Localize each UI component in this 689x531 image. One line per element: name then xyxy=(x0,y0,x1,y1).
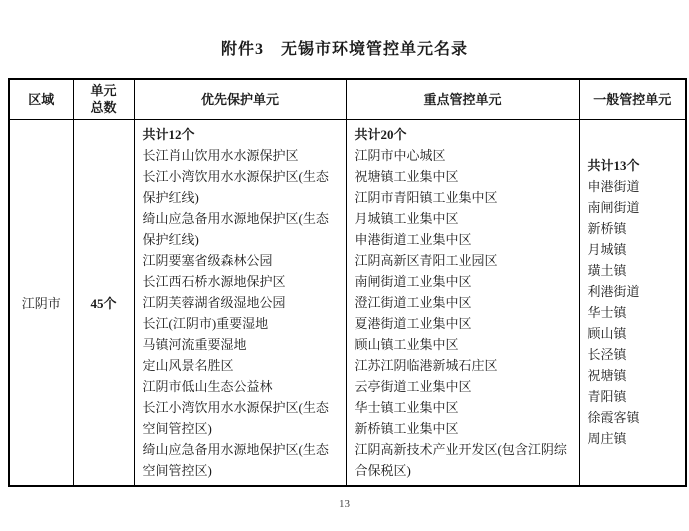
unit-list-item: 申港街道 xyxy=(587,179,640,195)
unit-list-item: 璜土镇 xyxy=(587,263,627,279)
unit-list-item: 绮山应急备用水源地保护区(生态保护红线) xyxy=(142,210,329,247)
table-header-row xyxy=(9,79,686,119)
unit-list-item: 华士镇工业集中区 xyxy=(354,399,459,415)
unit-list-item: 顾山镇 xyxy=(587,326,627,342)
unit-list-item: 青阳镇 xyxy=(587,389,627,405)
key-control-summary: 共计20个 xyxy=(354,126,407,142)
cell-region: 江阴市 xyxy=(9,119,73,486)
unit-list-item: 利港街道 xyxy=(587,284,640,300)
unit-list-item: 江阴市中心城区 xyxy=(354,147,446,163)
unit-list-item: 月城镇工业集中区 xyxy=(354,210,459,226)
unit-list-item: 绮山应急备用水源地保护区(生态空间管控区) xyxy=(142,441,329,478)
unit-list-item: 长江西石桥水源地保护区 xyxy=(142,273,286,289)
unit-list-item: 江苏江阴临港新城石庄区 xyxy=(354,357,498,373)
cell-unit-total: 45个 xyxy=(73,119,134,486)
header-region: 区域 xyxy=(9,79,73,119)
unit-list-item: 长江小湾饮用水水源保护区(生态保护红线) xyxy=(142,168,329,205)
unit-list-item: 长江肖山饮用水水源保护区 xyxy=(142,147,299,163)
unit-list-item: 夏港街道工业集中区 xyxy=(354,315,472,331)
unit-list-item: 江阴市低山生态公益林 xyxy=(142,378,273,394)
unit-list-item: 澄江街道工业集中区 xyxy=(354,294,472,310)
general-control-summary: 共计13个 xyxy=(587,158,640,174)
priority-unit-list xyxy=(143,145,341,481)
cell-key-control-units xyxy=(346,119,579,486)
unit-list-item: 周庄镇 xyxy=(587,431,627,447)
page-title: 附件3 无锡市环境管控单元名录 xyxy=(220,41,468,58)
unit-list-item: 华士镇 xyxy=(587,305,627,321)
unit-list-item: 新桥镇工业集中区 xyxy=(354,420,459,436)
header-priority-units: 优先保护单元 xyxy=(134,79,346,119)
header-general-control-units: 一般管控单元 xyxy=(579,79,686,119)
unit-list-item: 云亭街道工业集中区 xyxy=(354,378,472,394)
unit-list-item: 祝塘镇 xyxy=(587,368,627,384)
page-number: 13 xyxy=(339,498,350,510)
priority-summary: 共计12个 xyxy=(142,126,195,142)
unit-list-item: 江阴高新区青阳工业园区 xyxy=(354,252,498,268)
unit-list-item: 江阴高新技术产业开发区(包含江阴综合保税区) xyxy=(354,441,567,478)
header-key-control-units: 重点管控单元 xyxy=(346,79,579,119)
key-control-unit-list xyxy=(355,145,574,481)
unit-list-item: 定山风景名胜区 xyxy=(142,357,234,373)
cell-priority-units xyxy=(134,119,346,486)
unit-list-item: 新桥镇 xyxy=(587,221,627,237)
unit-list-item: 江阴市青阳镇工业集中区 xyxy=(354,189,498,205)
unit-list-item: 长泾镇 xyxy=(587,347,627,363)
unit-list-item: 南闸街道 xyxy=(587,200,640,216)
general-control-unit-list xyxy=(588,176,681,449)
unit-list-item: 马镇河流重要湿地 xyxy=(142,336,247,352)
header-unit-total-line1: 单元 xyxy=(90,83,117,99)
unit-list-item: 南闸街道工业集中区 xyxy=(354,273,472,289)
unit-table xyxy=(8,78,687,487)
header-unit-total xyxy=(73,79,134,119)
unit-list-item: 徐霞客镇 xyxy=(587,410,640,426)
unit-list-item: 顾山镇工业集中区 xyxy=(354,336,459,352)
unit-list-item: 申港街道工业集中区 xyxy=(354,231,472,247)
unit-list-item: 月城镇 xyxy=(587,242,627,258)
unit-list-item: 长江小湾饮用水水源保护区(生态空间管控区) xyxy=(142,399,329,436)
header-unit-total-line2: 总数 xyxy=(90,100,117,116)
table-row-jiangyin xyxy=(9,119,686,486)
unit-list-item: 江阴芙蓉湖省级湿地公园 xyxy=(142,294,286,310)
unit-list-item: 江阴要塞省级森林公园 xyxy=(142,252,273,268)
unit-list-item: 长江(江阴市)重要湿地 xyxy=(142,315,269,331)
cell-general-control-units xyxy=(579,119,686,486)
unit-list-item: 祝塘镇工业集中区 xyxy=(354,168,459,184)
